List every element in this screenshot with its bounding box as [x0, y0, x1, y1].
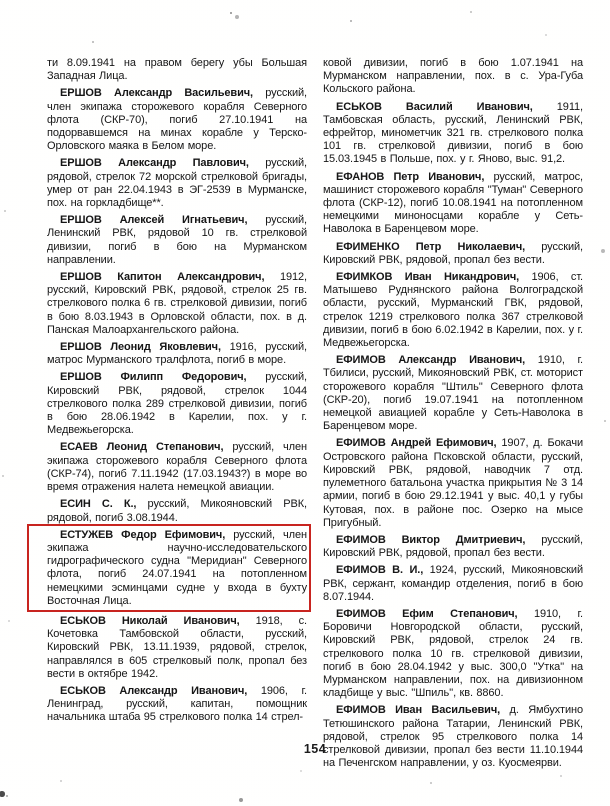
entry-text: 1924, русский, Микояновский РВК, сержант, командир отделения, погиб в бою 8.07.1944. [323, 564, 583, 603]
entry-text: русский, Микояновский РВК, рядовой, погиб 3.08.1944. [47, 498, 307, 524]
entry-text: 1906, г. Ленинград, русский, капитан, помощник начальника штаба 95 стрелкового полка 14 стрел- [47, 684, 307, 724]
entry-name: ЕСТУЖЕВ Федор Ефимович, [60, 528, 226, 541]
memorial-entry [47, 57, 307, 83]
memorial-entry [323, 171, 583, 237]
memorial-entry [323, 437, 583, 529]
memorial-entry [47, 214, 307, 267]
memorial-entry [323, 271, 583, 350]
memorial-entry-highlighted [47, 529, 307, 608]
entry-text: русский, рядовой, стрелок 72 морской стрелковой бригады, умер от ран 22.04.1943 в ЭГ-2539 в Мурманске, пох. на горкладбище**. [47, 157, 307, 210]
entry-text: русский, член экипажа сторожевого корабля Северного флота (СКР-70), погиб 27.10.1941 на подорвавшемся на минах корабле у Терско-Орловского маяка в Белом море. [47, 87, 308, 153]
entry-text: 1911, Тамбовская область, русский, Ленинский РВК, ефрейтор, минометчик 321 гв. стрелкового полка 101 гв. стрелковой дивизии, погиб в бою 15.03.1945 в Польше, пох. у г. Яново, выс. 91,2. [323, 100, 583, 166]
right-column [323, 57, 583, 774]
entry-text: русский, член экипажа сторожевого корабля Северного флота (СКР-74), погиб 7.11.1942 (17.03.1943?) в море во время отражения налета немецкой авиации. [47, 441, 307, 494]
entry-name: ЕРШОВ Капитон Александрович, [60, 271, 265, 284]
entry-text: русский, Кировский РВК, рядовой, пропал без вести. [323, 533, 583, 560]
memorial-entry [323, 241, 583, 267]
entry-name: ЕФИМОВ Виктор Дмитриевич, [336, 533, 526, 546]
entry-name: ЕФАНОВ Петр Иванович, [336, 170, 485, 183]
entry-name: ЕСЬКОВ Александр Иванович, [60, 684, 248, 697]
entry-name: ЕСЬКОВ Василий Иванович, [336, 100, 533, 113]
entry-text: ковой дивизии, погиб в бою 1.07.1941 на Мурманском направлении, пох. в с. Ура-Губа Кольского района. [323, 57, 583, 96]
entry-text: 1907, д. Бокачи Островского района Псковской области, русский, Кировский РВК, рядовой, наводчик 7 отд. пулеметного батальона участка прикрытия № 3 14 армии, погиб в бою 29.12.1941 у выс. 40,1 у губы Кутовая, пох. в районе пос. Озерко на мысе Пригубный. [323, 437, 583, 529]
entry-text: 1916, русский, матрос Мурманского тралфлота, погиб в море. [47, 341, 307, 367]
scan-noise [0, 0, 2, 2]
memorial-entry [47, 441, 307, 494]
memorial-entry [47, 615, 307, 681]
left-column [47, 57, 307, 774]
memorial-entry [323, 101, 583, 167]
entry-name: ЕСАЕВ Леонид Степанович, [60, 441, 224, 454]
memorial-entry [47, 341, 307, 367]
entry-name: ЕРШОВ Леонид Яковлевич, [60, 341, 221, 354]
memorial-entry [323, 608, 583, 700]
entry-text: д. Ямбухтино Тетюшинского района Татарии, Ленинский РВК, рядовой, стрелок 95 стрелкового полка 14 стрелковой дивизии, пропал без вести 11.10.1944 на Печенгском направлении, у оз. Куосмеярви. [323, 704, 583, 770]
memorial-entry [323, 704, 583, 770]
memorial-entry [323, 534, 583, 560]
entry-text: 1918, с. Кочетовка Тамбовской области, русский, Кировский РВК, 13.11.1939, рядовой, стрелок, направлялся в 605 стрелковый полк, пропал без вести в октябре 1942. [47, 614, 308, 680]
entry-text: русский, член экипажа научно-исследовательского гидрографического судна ''Меридиан'' Северного флота, погиб 24.07.1941 на потопленном немецкими эсминцами судне у входа в бухту Восточная Лица. [47, 528, 307, 607]
entry-name: ЕРШОВ Филипп Федорович, [60, 371, 247, 384]
entry-text: 1910, г. Тбилиси, русский, Микояновский РВК, ст. моторист сторожевого корабля ''Штиль'' Северного флота (СКР-20), погиб 19.07.1941 на потопленном немецкой авиацией корабле у Сеть-Наволока в Баренцевом море. [323, 354, 584, 433]
entry-name: ЕРШОВ Алексей Игнатьевич, [60, 214, 248, 227]
memorial-entry [47, 685, 307, 725]
text-columns [47, 57, 583, 774]
entry-name: ЕСИН С. К., [60, 498, 137, 511]
page-number: 154 [303, 742, 327, 756]
entry-name: ЕФИМОВ Александр Иванович, [336, 354, 526, 367]
entry-text: русский, Ленинский РВК, рядовой 10 гв. стрелковой дивизии, погиб в бою на Мурманском направлении. [47, 214, 307, 266]
memorial-entry [323, 564, 583, 604]
memorial-entry [47, 371, 307, 437]
entry-name: ЕФИМОВ Андрей Ефимович, [336, 437, 497, 450]
memorial-entry [323, 354, 583, 433]
entry-name: ЕФИМОВ В. И., [336, 564, 424, 577]
entry-text: русский, Кировский РВК, рядовой, стрелок 1044 стрелкового полка 289 стрелковой дивизии, погиб в бою 28.06.1942 в Карелии, пох. у г. Медвежьегорска. [47, 371, 308, 437]
entry-name: ЕФИМКОВ Иван Никандрович, [336, 271, 520, 284]
memorial-entry [323, 57, 583, 97]
entry-text: 1906, ст. Матышево Руднянского района Волгоградской области, русский, Мурманский ГВК, рядовой, стрелок 1219 стрелкового полка 367 стрелковой дивизии, погиб в бою 6.02.1942 в Карелии, пох. у г. Медвежьегорска. [323, 271, 583, 350]
entry-name: ЕФИМОВ Иван Васильевич, [336, 704, 501, 717]
entry-name: ЕСЬКОВ Николай Иванович, [60, 614, 240, 627]
entry-text: ти 8.09.1941 на правом берегу убы Большая Западная Лица. [47, 57, 307, 83]
memorial-entry [47, 87, 307, 153]
entry-name: ЕФИМОВ Ефим Степанович, [336, 607, 518, 620]
memorial-entry [47, 157, 307, 210]
entry-text: русский, матрос, машинист сторожевого корабля ''Туман'' Северного флота (СКР-12), погиб 10.08.1941 на потопленном немецкими миноносцами корабле у Сеть-Наволока в Баренцевом море. [323, 170, 583, 236]
entry-name: ЕРШОВ Александр Павлович, [60, 157, 249, 170]
entry-text: русский, Кировский РВК, рядовой, пропал без вести. [323, 240, 583, 266]
entry-name: ЕРШОВ Александр Васильевич, [60, 87, 254, 100]
memorial-entry [47, 498, 307, 524]
entry-text: 1910, г. Боровичи Новгородской области, русский, Кировский РВК, рядовой, стрелок 24 гв. стрелкового полка 10 гв. стрелковой дивизии, погиб в бою 28.04.1942 у выс. 300,0 ''Утка'' на Мурманском направлении, пох. на дивизионном кладбище у выс. ''Шпиль'', кв. 8860. [323, 607, 584, 700]
entry-text: 1912, русский, Кировский РВК, рядовой, стрелок 25 гв. стрелкового полка 6 гв. стрелковой дивизии, погиб в бою 8.03.1943 в Орловской области, пох. в д. Панская Малоархангельского района. [47, 271, 307, 336]
memorial-entry [47, 271, 307, 337]
entry-name: ЕФИМЕНКО Петр Николаевич, [336, 240, 526, 253]
